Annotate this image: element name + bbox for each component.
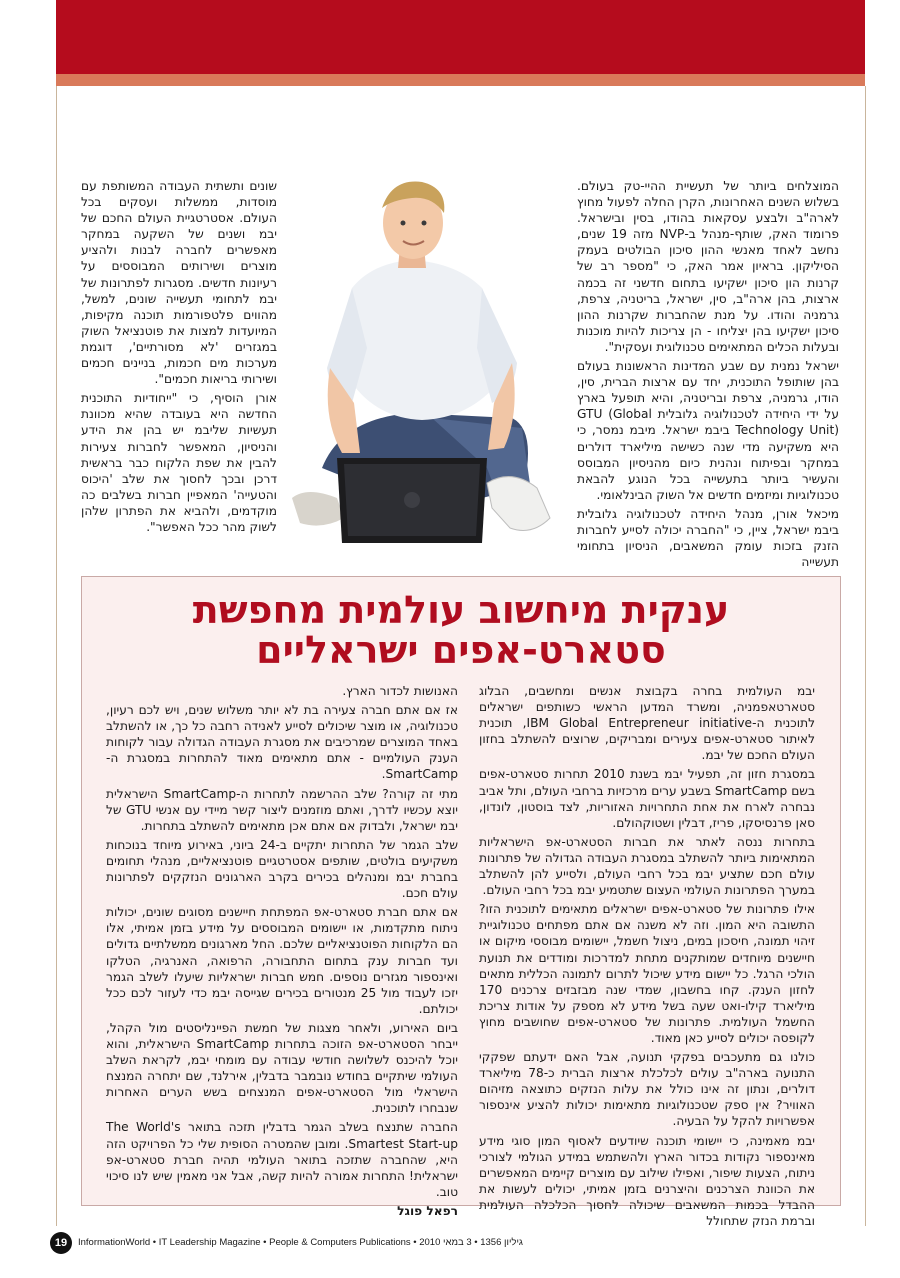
header-bar — [56, 0, 865, 74]
header-stripe — [56, 74, 865, 86]
paragraph: שלב הגמר של התחרות יתקיים ב-24 ביוני, באירוע מיוחד בנוכחות משקיעים בולטים, שותפים אסטרטגיים פוטנציאליים, מנהלי תחומים בחברת יבמ ומנהלים בכירים בקרב הארגונים הנזקקים לפתרונות עולם חכם. — [106, 837, 458, 901]
paragraph: מיכאל אורן, מנהל היחידה לטכנולוגיה גלובלית ביבמ ישראל, ציין, כי "החברה יכולה לסייע לחברות הזנק בזכות עומק המשאבים, הניסיון בתחומי תעשייה — [577, 506, 839, 570]
box-left-column — [106, 683, 458, 1219]
paragraph: מתי זה קורה? שלב ההרשמה לתחרות ה-SmartCamp הישראלית יוצא עכשיו לדרך, ואתם מוזמנים ליצור קשר מיידי עם אנשי GTU של יבמ ישראל, ולבדוק אם אתם אכן מתאימים להשתלב בתחרות. — [106, 786, 459, 833]
footer-text: InformationWorld • IT Leadership Magazine • People & Computers Publications • 2010 גיליון 1356 • 3 במאי — [78, 1237, 523, 1248]
man-with-laptop-photo — [282, 168, 564, 556]
paragraph: במסגרת חזון זה, תפעיל יבמ בשנת 2010 תחרות סטארט-אפים בשם SmartCamp בשבע ערים מרכזיות ברחבי העולם, ותל אביב נבחרה לארח את אחת התחרויות האזוריות, לצד בוסטון, לונדון, סאן פרנסיסקו, פריז, דבלין ושטוקהולם. — [479, 767, 816, 830]
article-top-left-column — [81, 178, 277, 535]
author-signature: רפאל פוגל — [397, 1203, 458, 1218]
paragraph: אורן הוסיף, כי "ייחודיות התוכנית החדשה היא בעובדה שהיא מכוונת תעשיות שליבמ יש בהן את הידע והניסיון, המאפשר לחברות צעירות להבין את שפת הלקוח כבר בראשית דרכן ובכך לחסוך את שלב 'היכוס והטעייה' המאפיין חברות בשלבים כה מוקדמים, ולהביא את הפתרון שלהן לשוק מהר ככל האפשר". — [81, 391, 277, 534]
page-footer — [50, 1232, 850, 1254]
paragraph: שונים ותשתית העבודה המשותפת עם מוסדות, ממשלות ועסקים בכל העולם. אסטרטגיית העולם החכם של יבמ ושנים של השקעה במחקר מאפשרים לחברה לבנות ולהציע מוצרים ושירותים המבוססים על רעיונות חדשים. מסגרות לפתרונות של יבמ לתחומי תעשייה שונים, למשל, מהווים פלטפורמות תוכנה מקיפות, המיועדות למצות את פוטנציאל השוק במגזרים 'לא מסורתיים', דוגמת מערכות מים חכמות, בניינים חכמים ושירותי בריאות חכמים". — [81, 179, 277, 387]
paragraph: יבמ העולמית בחרה בקבוצת אנשים ומחשבים, הבלוג סטארטאפמניה, ומשרד המדען הראשי כשותפים ישראלים לתוכנית ה-IBM Global Entrepreneur initiative, תוכנית לאיתור סטארט-אפים צעירים ומבריקים, שרוצים להשתלב בחזון העולם החכם של יבמ. — [479, 684, 816, 763]
paragraph: אם אתם חברת סטארט-אפ המפתחת חיישנים מסוגים שונים, יכולות ניתוח מתקדמות, או יישומים המבוססים על מידע בזמן אמיתי, אלו הם הלקוחות הפוטנציאליים שלכם. החל מארגונים ממשלתיים גדולים ועד חברות ענק בתחום התחבורה, הרפואה, האנרגיה, הטלקו ואינספור מגזרים נוספים. חמש חברות ישראליות שיעלו לשלב הגמר יזכו לעבוד מול 25 מנטורים בכירים שגייסה יבמ כדי לעזור לכם ככל יכולתם. — [106, 905, 459, 1016]
headline-line-1: ענקית מיחשוב עולמית מחפשת — [192, 588, 730, 632]
paragraph: כולנו גם מתעכבים בפקקי תנועה, אבל האם ידעתם שפקקי התנועה בארה"ב עולים לכלכלת ארצות הברית כ-78 מיליארד דולרים, ונתון זה אינו כולל את עלות הנזקים כתוצאה מזיהום האוויר? אין ספק שטכנולוגיות מתאימות יכולות להציע אינספור אפשרויות להקל על הבעיה. — [479, 1050, 815, 1129]
article-top-right-column — [577, 178, 839, 570]
paragraph: ישראל נמנית עם שבע המדינות הראשונות בעולם בהן שותופל התוכנית, יחד עם ארצות הברית, סין, הודו, גרמניה, צרפת ובריטניה, והיא תופעל בארץ על ידי היחידה לטכנולוגיה גלובלית GTU (Global Technology Unit) ביבמ ישראל. מיבמ נמסר, כי היא משקיעה מדי שנה כשישה מיליארד דולרים במחקר ובפיתוח ונהנית כיום מהניסיון המבוסס והעשיר ביותר בתעשייה בכל הנוגע להבאת טכנולוגיות ומיזמים חדשים אל השוק הבינלאומי. — [577, 359, 839, 502]
box-right-column — [479, 683, 815, 1229]
feature-box — [81, 576, 841, 1228]
paragraph: החברה שתנצח בשלב הגמר בדבלין תזכה בתואר The World's Smartest Start-up. ומובן שהמטרה הסופית שלי כל הפרויקט הזה היא, שהחברה שתזכה בתואר העולמי תהיה חברת סטארט-אפ ישראלית! התחרות אמורה להיות קשה, אבל אני מאמין שיש לנו סיכוי טוב. — [106, 1120, 458, 1199]
paragraph: המוצלחים ביותר של תעשיית ההיי-טק בעולם. בשלוש השנים האחרונות, הקרן החלה לפעול מחוץ לארה"ב ולבצע עסקאות בהודו, בסין ובישראל. פרומוד האק, שותף-מנהל ב-NVP מזה 19 שנים, נחשב לאחד מאנשי ההון סיכון הבולטים בעמק הסיליקון. בראיון אמר האק, כי "מספר רב של קרנות הון סיכון ישקיעו בתחום חדשני זה בכמה ארצות, בהן ארה"ב, סין, ישראל, בריטניה, צרפת, גרמניה והודו. על מנת שהחברות שקרנות ההון סיכון ישקיעו בהן יצליחו - הן צריכות להיות מוכנות ובעלות הכלים המתאימים טכנולוגית ועסקית". — [577, 179, 839, 354]
paragraph: האנושות לכדור הארץ. — [342, 684, 458, 698]
page-number: 19 — [50, 1232, 72, 1254]
headline-line-2: סטארט-אפים ישראליים — [256, 628, 666, 672]
paragraph: ביום האירוע, ולאחר מצגות של חמשת הפיינליסטים מול הקהל, ייבחר הסטארט-אפ הזוכה בתחרות SmartCamp הישראלית, והוא יוכל להיכנס לשלושה חודשי עבודה עם מומחי יבמ, לקראת השלב העולמי שיתקיים בחודש נובמבר בדבלין, אירלנד, שם יתחרה המנצח הישראלי מול הסטארט-אפים המנצחים בשש הערים האחרות שנבחרו לתוכנית. — [106, 1020, 458, 1116]
paragraph: אילו פתרונות של סטארט-אפים ישראלים מתאימים לתוכנית הזו? התשובה היא המון. וזה לא משנה אם אתם מפתחים טכנולוגיית זיהוי תמונה, חיסכון במים, ניצול חשמל, יישומים מבוססי מיקום או חיישנים מיוחדים שמותקנים מתחת למדרכות ומודדים את תנועת הולכי הרגל. כל יישום מידע שיכול לתרום לתמונה הכללית מתאים לחזון הענק. קחו בחשבון, שמדי שנה מבזבזים צרכנים 170 מיליארד קילו-ואט שעה בשל מידע לא מספק על אודות צריכת החשמל העולמית. פתרונות של סטארט-אפים שחושבים מחוץ לקופסה יכולים לסייע כאן מאוד. — [479, 902, 815, 1045]
paragraph: אז אם אתם חברה צעירה בת לא יותר משלוש שנים, ויש לכם רעיון, טכנולוגיה, או מוצר שיכולים לסייע לאנידה רחבה כל כך, או להשתלב באחד המוצרים שמרכיבים את מסגרת העבודה הגדולה עבור לקוחות הענק העולמיים - אתם מתאימים מאוד להתחרות במסגרת ה-SmartCamp. — [106, 703, 458, 782]
paragraph: יבמ מאמינה, כי יישומי תוכנה שיודעים לאסוף המון סוגי מידע מאינספור נקודות בכדור הארץ ולהשתמש במידע הגולמי לצורכי ניתוח, הצעות שיפור, ואפילו שילוב עם מוצרים קיימים המאפשרים את הכוונת הצרכנים והיצרנים בזמן אמיתי, יכולים לעשות את ההבדל בכמות המשאבים שיכולה לחסוך הכלכלה העולמית וברמת הנזק שתחולל — [479, 1133, 815, 1228]
paragraph: בתחרות ננסה לאתר את חברות הסטארט-אפ הישראליות המתאימות ביותר להשתלב במסגרת העבודה הגדולה של פתרונות עולם חכם שתציע יבמ בכל רחבי העולם, ולסייע להן להשתלב במערך הפתרונות העולמי העצום שתטמיע יבמ בכל רחבי העולם. — [479, 834, 815, 898]
